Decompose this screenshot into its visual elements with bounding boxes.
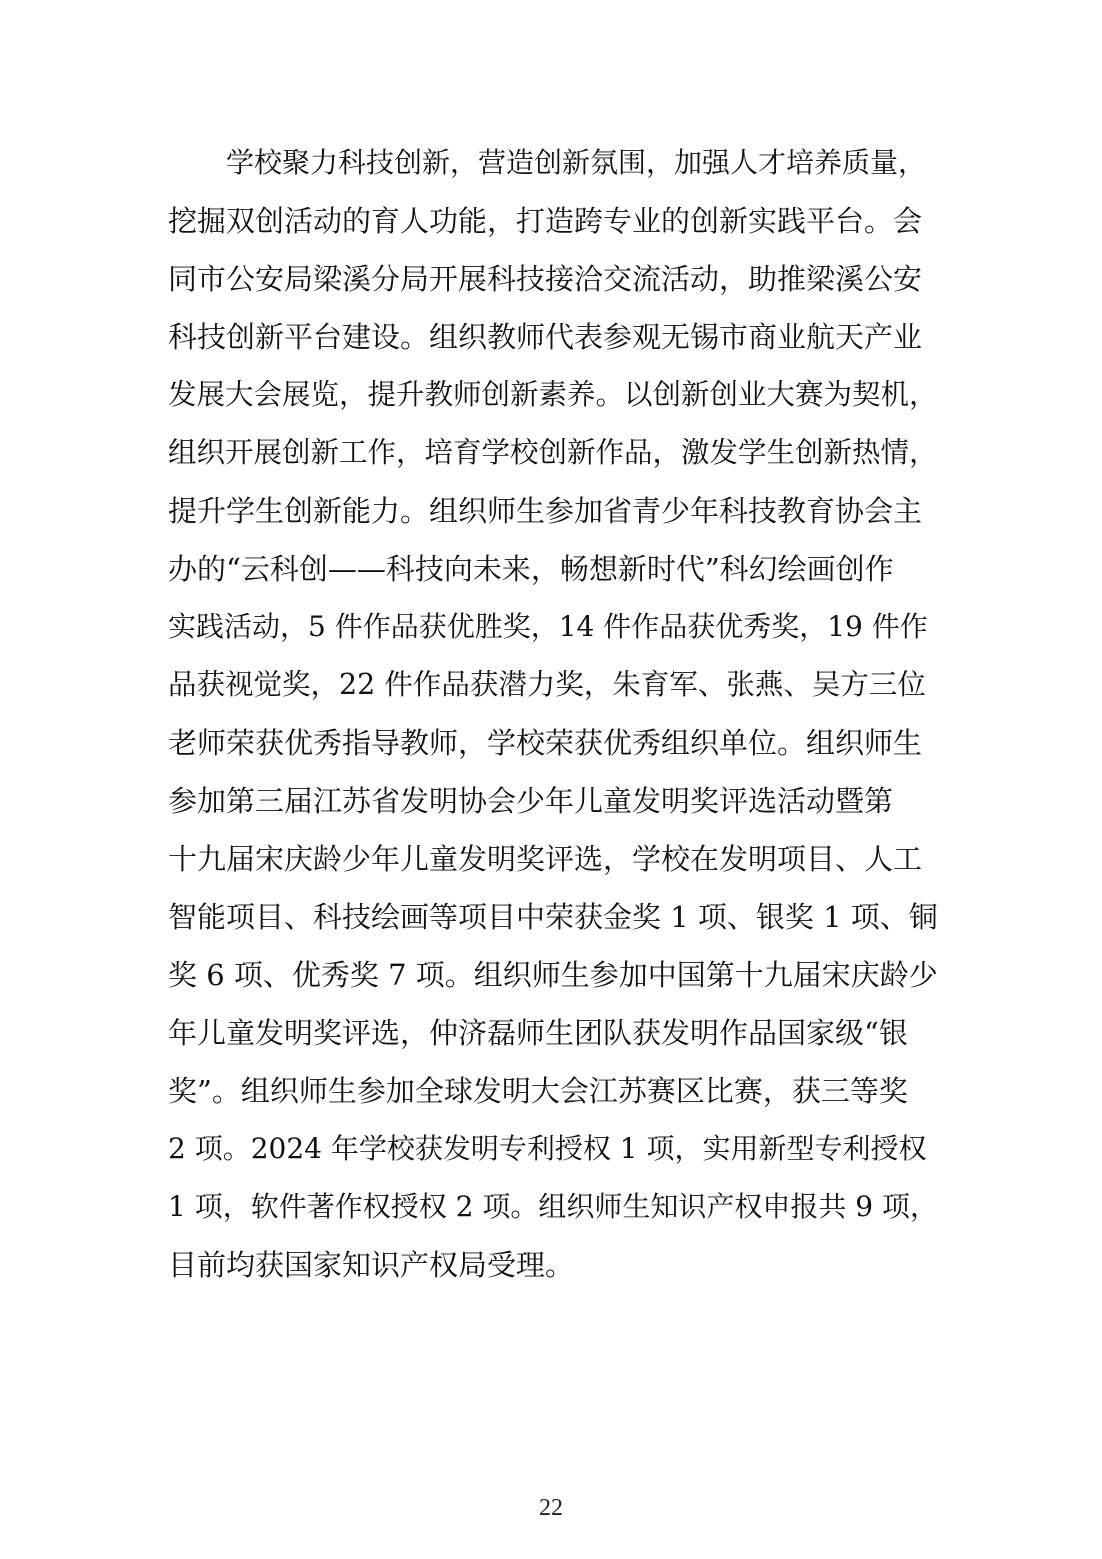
paragraph-line: 发展大会展览，提升教师创新素养。以创新创业大赛为契机， (168, 378, 938, 411)
paragraph-line: 办的“云科创——科技向未来，畅想新时代”科幻绘画创作 (168, 552, 894, 586)
paragraph-line: 老师荣获优秀指导教师，学校荣获优秀组织单位。组织师生 (168, 726, 923, 760)
paragraph-line: 1 项，软件著作权授权 2 项。组织师生知识产权申报共 9 项， (168, 1190, 938, 1223)
paragraph-line: 同市公安局梁溪分局开展科技接洽交流活动，助推梁溪公安 (168, 262, 923, 296)
page-number: 22 (539, 1495, 563, 1521)
paragraph-line: 科技创新平台建设。组织教师代表参观无锡市商业航天产业 (168, 320, 923, 354)
paragraph-line: 智能项目、科技绘画等项目中荣获金奖 1 项、银奖 1 项、铜 (168, 900, 938, 934)
paragraph-line: 奖”。组织师生参加全球发明大会江苏赛区比赛，获三等奖 (168, 1074, 908, 1108)
paragraph-line: 目前均获国家知识产权局受理。 (168, 1248, 575, 1282)
paragraph-line: 参加第三届江苏省发明协会少年儿童发明奖评选活动暨第 (168, 784, 894, 818)
paragraph-line: 组织开展创新工作，培育学校创新作品，激发学生创新热情， (168, 436, 938, 469)
paragraph-line: 2 项。2024 年学校获发明专利授权 1 项，实用新型专利授权 (168, 1132, 927, 1165)
paragraph-line: 奖 6 项、优秀奖 7 项。组织师生参加中国第十九届宋庆龄少 (168, 958, 938, 992)
paragraph-line: 实践活动，5 件作品获优胜奖，14 件作品获优秀奖，19 件作 (168, 610, 928, 643)
paragraph-line: 十九届宋庆龄少年儿童发明奖评选，学校在发明项目、人工 (168, 842, 923, 876)
paragraph-line: 提升学生创新能力。组织师生参加省青少年科技教育协会主 (168, 494, 923, 528)
paragraph-line: 年儿童发明奖评选，仲济磊师生团队获发明作品国家级“银 (168, 1016, 908, 1050)
paragraph-line: 品获视觉奖，22 件作品获潜力奖，朱育军、张燕、吴方三位 (168, 668, 926, 701)
paragraph-line: 学校聚力科技创新，营造创新氛围，加强人才培养质量， (226, 146, 927, 179)
paragraph-line: 挖掘双创活动的育人功能，打造跨专业的创新实践平台。会 (168, 204, 923, 238)
